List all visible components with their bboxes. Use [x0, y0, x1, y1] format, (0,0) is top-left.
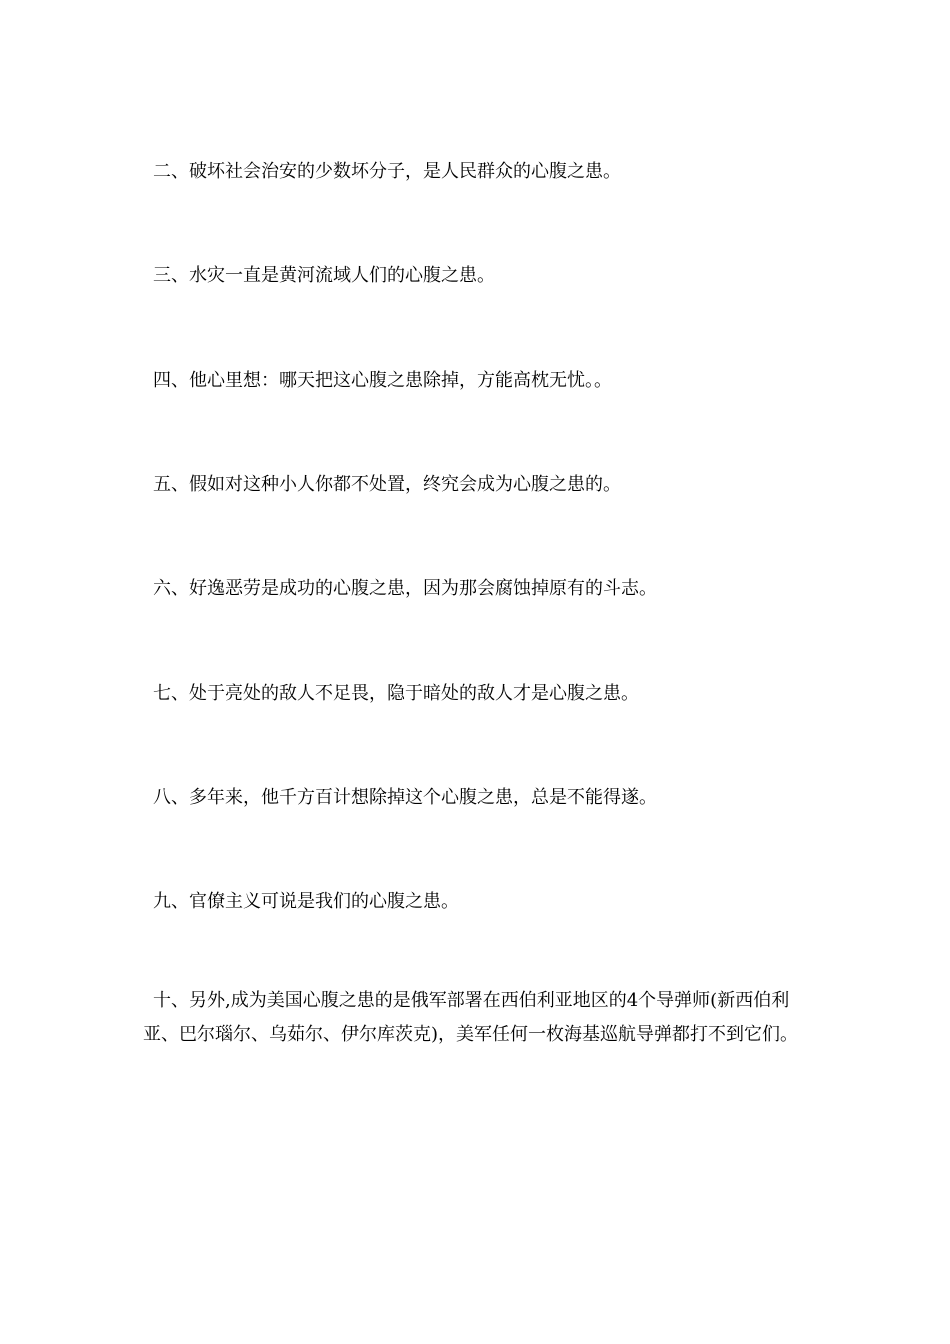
paragraph-3: 三、水灾一直是黄河流域人们的心腹之患。 — [153, 265, 495, 286]
paragraph-8: 八、多年来，他千方百计想除掉这个心腹之患，总是不能得遂。 — [153, 787, 657, 808]
paragraph-5: 五、假如对这种小人你都不处置，终究会成为心腹之患的。 — [153, 474, 621, 495]
paragraph-4: 四、他心里想：哪天把这心腹之患除掉，方能高枕无忧。。 — [153, 370, 612, 391]
paragraph-6: 六、好逸恶劳是成功的心腹之患，因为那会腐蚀掉原有的斗志。 — [153, 578, 657, 599]
paragraph-2: 二、破坏社会治安的少数坏分子，是人民群众的心腹之患。 — [153, 161, 621, 182]
paragraph-10: 十、另外,成为美国心腹之患的是俄军部署在西伯利亚地区的4个导弹师(新西伯利亚、巴尔瑙尔、乌茹尔、伊尔库茨克)，美军任何一枚海基巡航导弹都打不到它们。 — [143, 990, 799, 1045]
paragraph-7: 七、处于亮处的敌人不足畏，隐于暗处的敌人才是心腹之患。 — [153, 683, 639, 704]
paragraph-9: 九、官僚主义可说是我们的心腹之患。 — [153, 891, 459, 912]
